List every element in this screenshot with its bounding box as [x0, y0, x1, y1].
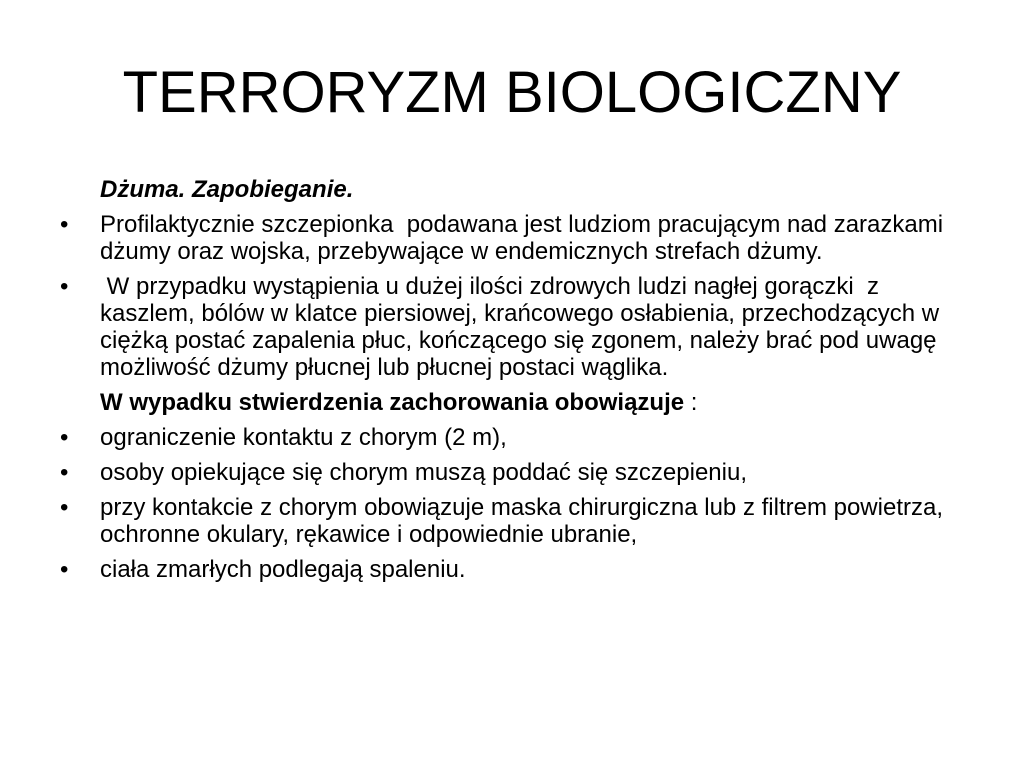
bullet-marker: •	[60, 273, 69, 300]
bullet-text: W przypadku wystąpienia u dużej ilości zdrowych ludzi nagłej gorączki z kaszlem, bólów w klatce piersiowej, krańcowego osłabienia, przechodzących w ciężką postać zapalenia płuc, kończącego się zgonem, należy brać pod uwagę możliwość dżumy płucnej lub płucnej postaci wąglika.	[100, 273, 946, 381]
bullet-item	[58, 273, 978, 381]
slide-body	[58, 176, 978, 591]
subheading-plague-prevention: Dżuma. Zapobieganie.	[100, 176, 354, 203]
slide-title: TERRORYZM BIOLOGICZNY	[122, 60, 902, 125]
bullet-item	[58, 459, 978, 486]
subheading-bold-part: W wypadku stwierdzenia zachorowania obowiązuje	[100, 389, 685, 416]
bullet-item	[58, 211, 978, 265]
bullet-item	[58, 494, 978, 548]
bullet-text: ciała zmarłych podlegają spaleniu.	[100, 556, 466, 583]
bullet-text: ograniczenie kontaktu z chorym (2 m),	[100, 424, 507, 451]
bullet-text: osoby opiekujące się chorym muszą poddać się szczepieniu,	[100, 459, 748, 486]
subheading-row	[58, 389, 978, 416]
bullet-text: przy kontakcie z chorym obowiązuje maska chirurgiczna lub z filtrem powietrza, ochronne okulary, rękawice i odpowiednie ubranie,	[100, 494, 950, 548]
bullet-marker: •	[60, 211, 69, 238]
subheading-rest-part: :	[684, 389, 698, 416]
bullet-marker: •	[60, 459, 69, 486]
bullet-marker: •	[60, 494, 69, 521]
bullet-marker: •	[60, 556, 69, 583]
subheading-row	[58, 176, 978, 203]
bullet-text: Profilaktycznie szczepionka podawana jest ludziom pracującym nad zarazkami dżumy oraz wojska, przebywające w endemicznych strefach dżumy.	[100, 211, 950, 265]
subheading-case-confirmed	[100, 389, 978, 416]
bullet-item	[58, 556, 978, 583]
bullet-marker: •	[60, 424, 69, 451]
bullet-item	[58, 424, 978, 451]
